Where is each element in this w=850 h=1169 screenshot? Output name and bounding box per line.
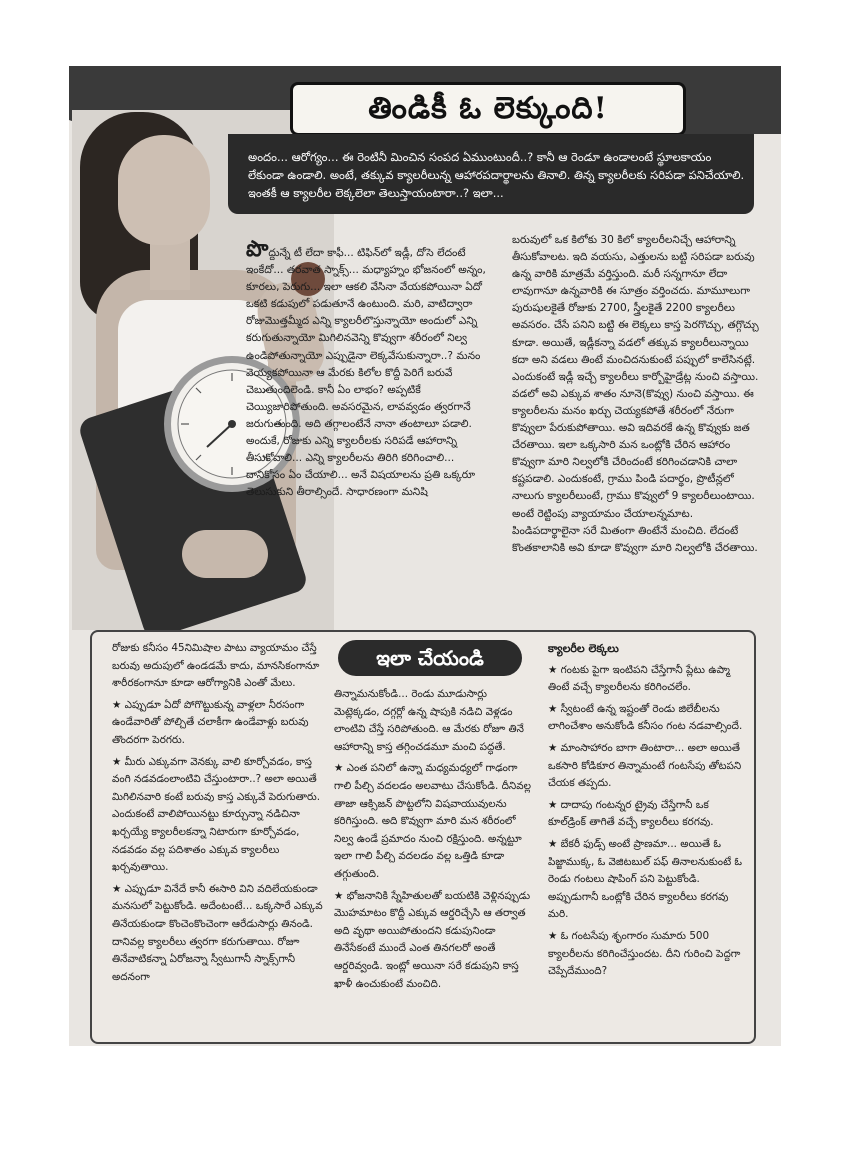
calorie-fact: ★ మాంసాహారం బాగా తింటారా... అలా అయితే ఒకసారి కోడికూర తిన్నామంటే గంటసేపు తోటపని చేయక తప్పదు. — [548, 741, 742, 790]
tip-paragraph: ★ ఎంత పనిలో ఉన్నా మధ్యమధ్యలో గాఢంగా గాలి పీల్చి వదలడం అలవాటు చేసుకోండి. దీనివల్ల తాజా ఆక్సిజన్ పొట్టలోని విషవాయువులను కరిగిస్తుంది. అది కొవ్వుగా మారి మన శరీరంలో నిల్వ ఉండే ప్రమాదం నుంచి రక్షిస్తుంది. అన్నట్టూ ఇలా గాలి పీల్చి వదలడం వల్ల ఒత్తిడి కూడా తగ్గుతుంది. — [334, 762, 531, 880]
calorie-fact: ★ బేకరీ ఫుడ్స్ అంటే ప్రాణమా... అయితే ఓ పిజ్జాముక్క, ఓ వెజిటబుల్ పఫ్ తినాలనుకుంటే ఓ రెండు గంటలు షాపింగ్ పని పెట్టుకోండి. అప్పుడుగానీ ఒంట్లోకి చేరిన క్యాలరీలు కరగవు మరి. — [548, 837, 742, 921]
tip-paragraph: ★ భోజనానికి స్నేహితులతో బయటికి వెళ్లినప్పుడు మొహమాటం కొద్దీ ఎక్కువ ఆర్డరిచ్చేసి ఆ తర్వాత అది వృథా అయిపోతుందని కడుపునిండా తినేసేకంటే ముందే ఎంత తినగలరో అంతే ఆర్డరివ్వండి. ఇంట్లో అయినా సరే కడుపుని కాస్త ఖాళీ ఉంచుకుంటే మంచిది. — [334, 889, 531, 990]
calorie-fact: ★ స్వీటంటే ఉన్న ఇష్టంతో రెండు జిలేబీలను లాగించేశాం అనుకోండి కనీసం గంట నడవాల్సిందే. — [548, 702, 743, 733]
article-column-2: బరువులో ఒక కిలోకు 30 కిలో క్యాలరీలనిచ్చే ఆహారాన్ని తీసుకోవాలట. ఇది వయసు, ఎత్తులను బట్టి సరిపడా బరువు ఉన్న వారికి మాత్రమే వర్తిస్తుంది. మరీ సన్నగానూ లేదా లావుగానూ ఉన్నవారికి ఈ సూత్రం వర్తించదు. మామూలుగా పురుషులకైతే రోజుకు 2700, స్త్రీలకైతే 2200 క్యాలరీలు అవసరం. చేసే పనిని బట్టి ఈ లెక్కలు కాస్త పెరగొచ్చు, తగ్గొచ్చు కూడా. అయితే, ఇడ్లీకన్నా వడలో తక్కువ క్యాలరీలున్నాయి కదా అని వడలు తింటే మంచిదనుకుంటే పప్పులో కాలేసినట్లే. ఎందుకంటే ఇడ్లీ ఇచ్చే క్యాలరీలు కార్బోహైడ్రేట్ల నుంచి వస్తాయి. వడలో అవి ఎక్కువ శాతం నూనె(కొవ్వు) నుంచి వస్తాయి. ఈ క్యాలరీలను మనం ఖర్చు చెయ్యకపోతే శరీరంలో నేరుగా కొవ్వులా పేరుకుపోతాయి. అవి ఇదివరకే ఉన్న కొవ్వుకు జత చేరతాయి. ఇలా ఒక్కసారి మన ఒంట్లోకి చేరిన ఆహారం కొవ్వుగా మారి నిల్వలోకి చేరిందంటే కరిగించడానికి చాలా కష్టపడాలి. ఎందుకంటే, గ్రాము పిండి పదార్థం, ప్రొటీన్లలో నాలుగు క్యాలరీలుంటే, గ్రాము కొవ్వులో 9 క్యాలరీలుంటాయి. అంటే రెట్టింపు వ్యాయామం చేయాలన్నమాట. పిండిపదార్థాలైనా సరే మితంగా తింటేనే మంచిది. లేదంటే కొంతకాలానికి అవి కూడా కొవ్వుగా మారి నిల్వలోకి చేరతాయి. — [512, 234, 759, 554]
tips-column-2 — [334, 686, 534, 997]
drop-cap: పొ — [246, 236, 269, 262]
tip-paragraph: తిన్నామనుకోండి... రెండు మూడుసార్లు మెట్లెక్కడం, దగ్గర్లో ఉన్న షాపుకి నడిచి వెళ్లడం లాంటివి చేస్తే సరిపోతుంది. ఆ మేరకు రోజూ తినే ఆహారాన్ని కాస్త తగ్గించడమూ మంచి పద్ధతే. — [334, 688, 524, 753]
calorie-fact: ★ దాదాపు గంటన్నర ట్రైవు చేస్తేగానీ ఒక కూల్‌డ్రింక్ తాగితే వచ్చే క్యాలరీలు కరగవు. — [548, 798, 714, 829]
article-column-1 — [246, 236, 493, 501]
tip-paragraph: ★ మీరు ఎక్కువగా వెనక్కు వాలి కూర్చోవడం, కాస్త వంగి నడవడంలాంటివి చేస్తుంటారా..? అలా అయితే మిగిలినవారి కంటే బరువు కాస్త ఎక్కువే పెరుగుతారు. ఎందుకంటే వాలిపోయినట్టు కూర్చున్నా నడిచినా ఖర్చయ్యే క్యాలరీలకన్నా నిటారుగా కూర్చోవడం, నడవడం వల్ల పదిశాతం ఎక్కువ క్యాలరీలు ఖర్చవుతాయి. — [112, 755, 321, 874]
calorie-fact: ★ గంటకు పైగా ఇంటిపని చేస్తేగానీ ప్లేటు ఉప్మా తింటే వచ్చే క్యాలరీలను కరిగించలేం. — [548, 663, 730, 694]
article-column-1-text: ద్దున్నే టీ లేదా కాఫీ... టిఫిన్‌లో ఇడ్లీ, దోసె లేదంటే ఇంకేదో... తరవాత స్నాక్స్‌... మధ్యాహ్నం భోజనంలో అన్నం, కూరలు, పెరుగు... ఇలా ఆకలి వేసినా వేయకపోయినా ఏదో ఒకటి కడుపులో పడుతూనే ఉంటుంది. మరి, వాటిద్వారా రోజుమొత్తమ్మీద ఎన్ని క్యాలరీలొస్తున్నాయో అందులో ఎన్ని కరుగుతున్నాయో మిగిలినవెన్ని కొవ్వుగా శరీరంలో నిల్వ ఉండిపోతున్నాయో ఎప్పుడైనా లెక్కవేసుకున్నారా..? మనం వెయ్యకపోయినా ఆ మేరకు కిలోల కొద్దీ పెరిగే బరువే చెబుతుందిలెండి. కానీ ఏం లాభం? అప్పటికే చెయ్యిజారిపోతుంది. అవసరమైన, లావవ్వడం త్వరగానే జరుగుతుంది. అది తగ్గాలంటేనే నానా తంటాలూ పడాలి. అందుకే, రోజుకు ఎన్ని క్యాలరీలకు సరిపడే ఆహారాన్ని తీసుకోవాలి... ఎన్ని క్యాలరీలను తిరిగి కరిగించాలి... దానికోసం ఏం చేయాలి... అనే విషయాలను ప్రతి ఒక్కరూ తెలుసుకుని తీరాల్సిందే. సాధారణంగా మనిషి — [246, 247, 486, 499]
tips-title: ఇలా చేయండి — [338, 640, 522, 676]
tip-paragraph: రోజుకు కనీసం 45నిమిషాల పాటు వ్యాయామం చేస్తే బరువు అదుపులో ఉండడమే కాదు, మానసికంగానూ శారీరకంగానూ కూడా ఆరోగ్యానికి ఎంతో మేలు. — [112, 642, 320, 690]
photo-face — [118, 135, 210, 245]
tips-column-1 — [112, 640, 324, 990]
intro-text: అందం... ఆరోగ్యం... ఈ రెంటినీ మించిన సంపద ఏముంటుందీ..? కానీ ఆ రెండూ ఉండాలంటే స్థూలకాయం లేకుండా ఉండాలి. అంటే, తక్కువ క్యాలరీలున్న ఆహారపదార్థాలను తినాలి. తిన్న క్యాలరీలకు సరిపడా పనిచేయాలి. ఇంతకీ ఆ క్యాలరీల లెక్కలెలా తెలుస్తాయంటారా..? ఇలా... — [248, 150, 745, 200]
calorie-facts-title: క్యాలరీల లెక్కలు — [548, 642, 619, 655]
tip-paragraph: ★ ఎప్పుడూ ఏదో పోగొట్టుకున్న వాళ్లలా నీరసంగా ఉండేవారితో పోల్చితే చలాకీగా ఉండేవాళ్లు బరువు తొందరగా పెరగరు. — [112, 698, 309, 746]
calorie-facts-column — [548, 640, 744, 985]
calorie-fact: ★ ఓ గంటసేపు శృంగారం సుమారు 500 క్యాలరీలను కరిగించేస్తుందట. దీని గురించి పెద్దగా చెప్పేదేముంది? — [548, 929, 741, 978]
tip-paragraph: ★ ఎప్పుడూ వినేదే కానీ ఈసారి విని వదిలేయకుండా మనసులో పెట్టుకోండి. అదేంటంటే... ఒక్కసారే ఎక్కువ తినేయకుండా కొంచెంకొంచెంగా ఆరేడుసార్లు తినండి. దానివల్ల క్యాలరీలు త్వరగా కరుగుతాయి. రోజూ తినేవాటికన్నా ఏరోజన్నా స్వీటుగానీ స్నాక్స్‌గానీ అదనంగా — [112, 882, 323, 983]
headline: తిండికీ ఓ లెక్కుంది! — [290, 82, 686, 136]
photo-hand — [182, 530, 268, 578]
